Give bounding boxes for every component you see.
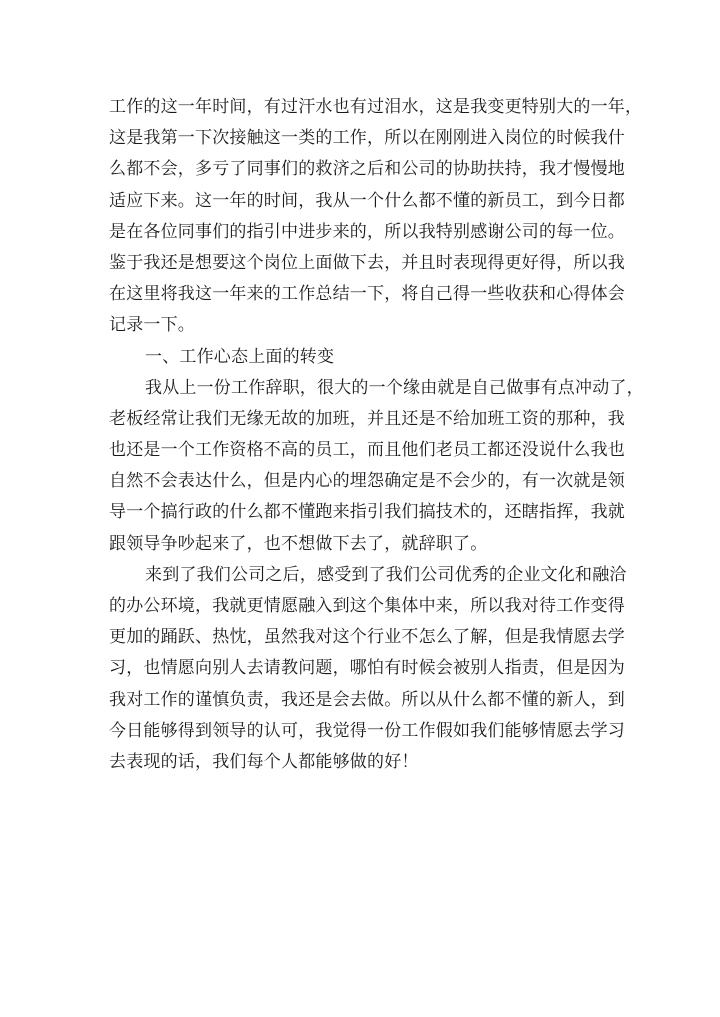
paragraph-line: 导一个搞行政的什么都不懂跑来指引我们搞技术的，还瞎指挥，我就: [109, 502, 625, 523]
paragraph-line: 跟领导争吵起来了，也不想做下去了，就辞职了。: [109, 533, 488, 554]
paragraph-line: 来到了我们公司之后，感受到了我们公司优秀的企业文化和融洽: [145, 564, 627, 585]
paragraph-line: 老板经常让我们无缘无故的加班，并且还是不给加班工资的那种，我: [109, 408, 625, 429]
paragraph-line: 这是我第一下次接触这一类的工作，所以在刚刚进入岗位的时候我什: [109, 128, 625, 149]
paragraph-line: 么都不会，多亏了同事们的救济之后和公司的协助扶持，我才慢慢地: [109, 159, 625, 180]
paragraph-line: 自然不会表达什么，但是内心的埋怨确定是不会少的，有一次就是领: [109, 471, 625, 492]
paragraph-line: 是在各位同事们的指引中进步来的，所以我特别感谢公司的每一位。: [109, 221, 625, 242]
paragraph-line: 的办公环境，我就更情愿融入到这个集体中来，所以我对待工作变得: [109, 596, 625, 616]
section-heading: 一、工作心态上面的转变: [145, 346, 335, 367]
paragraph-line: 记录一下。: [109, 315, 195, 336]
paragraph-line: 我对工作的谨慎负责，我还是会去做。所以从什么都不懂的新人，到: [109, 689, 625, 710]
paragraph-line: 鉴于我还是想要这个岗位上面做下去，并且时表现得更好得，所以我: [109, 252, 625, 273]
paragraph-line: 也还是一个工作资格不高的员工，而且他们老员工都还没说什么我也: [109, 440, 625, 461]
paragraph-line: 工作的这一年时间，有过汗水也有过泪水，这是我变更特别大的一年，: [109, 97, 643, 117]
paragraph-line: 在这里将我这一年来的工作总结一下，将自己得一些收获和心得体会: [109, 284, 625, 305]
paragraph-line: 习，也情愿向别人去请教问题，哪怕有时候会被别人指责，但是因为: [109, 658, 625, 679]
paragraph-line: 我从上一份工作辞职，很大的一个缘由就是自己做事有点冲动了，: [145, 377, 644, 398]
paragraph-line: 更加的踊跃、热忱，虽然我对这个行业不怎么了解，但是我情愿去学: [109, 627, 625, 648]
paragraph-line: 今日能够得到领导的认可，我觉得一份工作假如我们能够情愿去学习: [109, 720, 625, 741]
document-body: [109, 92, 644, 778]
paragraph-line: 去表现的话，我们每个人都能够做的好！: [109, 751, 419, 772]
paragraph-line: 适应下来。这一年的时间，我从一个什么都不懂的新员工，到今日都: [109, 190, 625, 211]
